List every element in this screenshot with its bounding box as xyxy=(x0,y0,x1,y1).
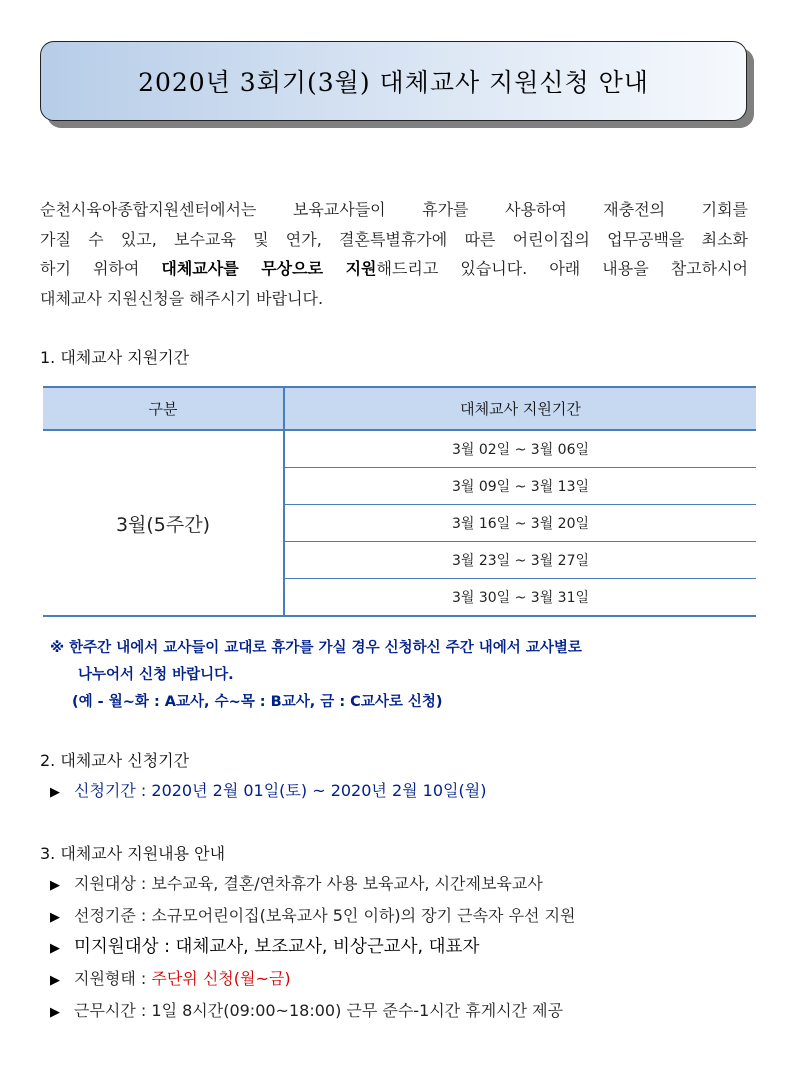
eligibility-text: 지원대상 : 보수교육, 결혼/연차휴가 사용 보육교사, 시간제보육교사 xyxy=(74,874,543,893)
intro-line-3-pre: 하기 위하여 xyxy=(40,259,162,278)
bullet-triangle-icon: ▶ xyxy=(50,785,60,800)
application-period-text: 신청기간 : 2020년 2월 01일(토) ~ 2020년 2월 10일(월) xyxy=(74,781,487,800)
bullet-triangle-icon: ▶ xyxy=(50,878,60,893)
list-item xyxy=(50,966,291,989)
group-cell: 3월(5주간) xyxy=(43,430,284,616)
period-cell: 3월 02일 ~ 3월 06일 xyxy=(284,430,756,468)
section-3-title: 3. 대체교사 지원내용 안내 xyxy=(40,844,226,863)
support-form-value: 주단위 신청(월~금) xyxy=(151,969,291,988)
bullet-triangle-icon: ▶ xyxy=(50,910,60,925)
notice-line-1: ※ 한주간 내에서 교사들이 교대로 휴가를 가실 경우 신청하신 주간 내에서 교사별로 xyxy=(50,640,582,656)
working-hours-text: 근무시간 : 1일 8시간(09:00~18:00) 근무 준수-1시간 휴게시간 제공 xyxy=(74,1001,564,1020)
period-cell: 3월 16일 ~ 3월 20일 xyxy=(284,505,756,542)
period-cell: 3월 30일 ~ 3월 31일 xyxy=(284,579,756,617)
non-eligible-text: 미지원대상 : 대체교사, 보조교사, 비상근교사, 대표자 xyxy=(74,937,480,957)
intro-line-1: 순천시육아종합지원센터에서는 보육교사들이 휴가를 사용하여 재충전의 기회를 xyxy=(40,200,748,219)
list-item xyxy=(50,998,563,1021)
intro-line-3-post: 해드리고 있습니다. 아래 내용을 참고하시어 xyxy=(376,259,748,278)
list-item xyxy=(50,933,479,958)
header-period: 대체교사 지원기간 xyxy=(284,387,756,430)
bullet-triangle-icon: ▶ xyxy=(50,1005,60,1020)
section-2-title: 2. 대체교사 신청기간 xyxy=(40,751,190,770)
title-box xyxy=(40,41,747,121)
list-item xyxy=(50,903,576,926)
intro-line-2: 가질 수 있고, 보수교육 및 연가, 결혼특별휴가에 따른 어린이집의 업무공백을 최소화 xyxy=(40,229,748,249)
section-1-title: 1. 대체교사 지원기간 xyxy=(40,348,190,367)
bullet-triangle-icon: ▶ xyxy=(50,941,60,956)
intro-emphasis: 대체교사를 무상으로 지원 xyxy=(161,259,377,278)
notice-example: (예 - 월~화 : A교사, 수~목 : B교사, 금 : C교사로 신청) xyxy=(72,694,443,710)
intro-line-3 xyxy=(40,254,748,284)
page-title: 2020년 3회기(3월) 대체교사 지원신청 안내 xyxy=(138,68,649,97)
bullet-triangle-icon: ▶ xyxy=(50,973,60,988)
period-cell: 3월 23일 ~ 3월 27일 xyxy=(284,542,756,579)
selection-criteria-text: 선정기준 : 소규모어린이집(보육교사 5인 이하)의 장기 근속자 우선 지원 xyxy=(74,906,576,925)
header-category: 구분 xyxy=(43,387,284,430)
support-period-table xyxy=(43,386,756,617)
list-item xyxy=(50,871,543,894)
intro-line-4: 대체교사 지원신청을 해주시기 바랍니다. xyxy=(40,288,324,308)
period-cell: 3월 09일 ~ 3월 13일 xyxy=(284,468,756,505)
title-banner xyxy=(40,41,746,121)
intro-paragraph xyxy=(40,195,748,313)
notice-line-2: 나누어서 신청 바랍니다. xyxy=(78,667,234,683)
support-form-label: 지원형태 : xyxy=(74,969,152,988)
table-header-row xyxy=(43,387,756,430)
application-period-item xyxy=(50,778,486,801)
table-row xyxy=(43,430,756,468)
notice-block xyxy=(50,635,582,716)
